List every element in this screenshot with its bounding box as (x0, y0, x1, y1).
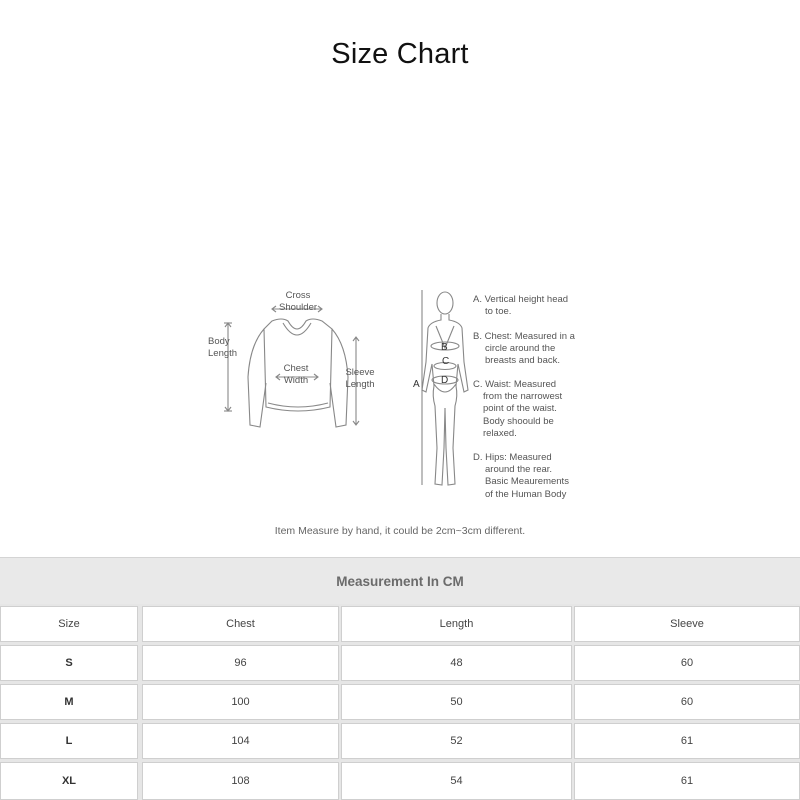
annotation-b (473, 331, 583, 368)
sleeve-length-label: Sleeve Length (345, 367, 375, 390)
size-table (0, 557, 800, 800)
column-header-sleeve: Sleeve (574, 606, 800, 642)
column-header-length: Length (341, 606, 572, 642)
marker-d: D (441, 375, 449, 386)
table-row-size: L (0, 723, 138, 759)
chest-width-label: Chest Width (283, 363, 309, 386)
table-row-sleeve: 60 (574, 684, 800, 720)
marker-b: B (441, 342, 448, 353)
table-row-chest: 108 (142, 762, 339, 800)
annotation-a-label: A. Vertical height head (473, 294, 569, 305)
annotation-a-body: to toe. (485, 306, 512, 318)
table-row-chest: 104 (142, 723, 339, 759)
body-figure (408, 288, 478, 503)
annotation-d-body: around the rear. Basic Meaurements of the Human Body (485, 464, 569, 500)
page-title: Size Chart (331, 38, 469, 70)
table-row-size: XL (0, 762, 138, 800)
table-row-length: 52 (341, 723, 572, 759)
table-row-length: 48 (341, 645, 572, 681)
table-grid (0, 604, 800, 800)
annotation-a (473, 294, 583, 318)
table-row-size: S (0, 645, 138, 681)
annotation-d-label: D. Hips: Measured (473, 452, 552, 463)
table-row-sleeve: 61 (574, 762, 800, 800)
annotation-d (473, 452, 583, 501)
marker-a: A (413, 379, 420, 390)
annotation-c-label: C. Waist: Measured (473, 379, 557, 390)
table-row-chest: 96 (142, 645, 339, 681)
table-row-chest: 100 (142, 684, 339, 720)
table-row-length: 50 (341, 684, 572, 720)
cross-shoulder-label: Cross Shoulder (278, 290, 318, 313)
measurement-note: Item Measure by hand, it could be 2cm~3cm different. (274, 525, 526, 537)
table-row-sleeve: 61 (574, 723, 800, 759)
measurement-diagram (210, 285, 600, 515)
column-header-size: Size (0, 606, 138, 642)
body-length-label: Body Length (208, 336, 238, 359)
annotation-b-body: circle around the breasts and back. (485, 343, 560, 367)
table-row-length: 54 (341, 762, 572, 800)
table-row-sleeve: 60 (574, 645, 800, 681)
column-header-chest: Chest (142, 606, 339, 642)
annotation-c (473, 379, 583, 440)
annotation-b-label: B. Chest: Measured in a (473, 331, 575, 342)
table-row-size: M (0, 684, 138, 720)
marker-c: C (442, 356, 450, 367)
table-caption: Measurement In CM (0, 557, 800, 604)
annotation-c-body: from the narrowest point of the waist. Body shoould be relaxed. (483, 391, 563, 439)
